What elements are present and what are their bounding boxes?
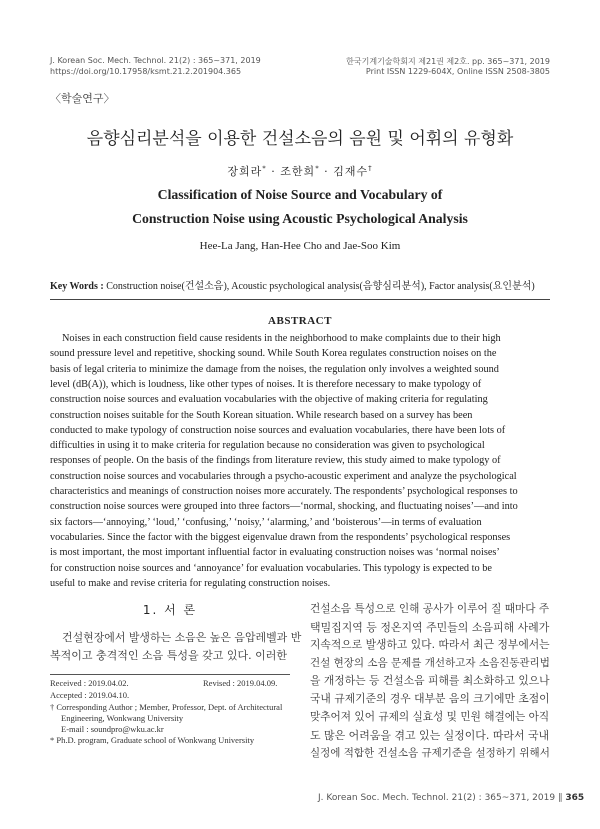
author-email[interactable]: E-mail : soundpro@wku.ac.kr [61,724,164,734]
abstract-line: basis of legal criteria to minimize the damage from the noises, the regulation only involves a weighted sound [50,363,499,375]
divider [50,299,550,300]
abstract-line: for construction noise sources and ‘annoyance’ for evaluation vocabularies. This typology is expected to be [50,562,492,574]
abstract-line: conducted to make typology of construction noise sources and evaluation vocabularies, there have been lots of [50,424,506,436]
author-mark: * [262,164,267,173]
corresponding-author: † Corresponding Author ; Member, Professor, Dept. of Architectural [50,702,283,712]
authors-kr [0,163,600,179]
abstract-heading: ABSTRACT [268,315,332,327]
author-separator: · [266,165,281,178]
body-line: 지속적으로 발생하고 있다. 따라서 최근 정부에서는 [310,638,550,651]
revised-date: Revised : 2019.04.09. [203,678,278,688]
paper-title-kr: 음향심리분석을 이용한 건설소음의 음원 및 어휘의 유형화 [86,129,514,149]
issn-line: Print ISSN 1229-604X, Online ISSN 2508-3805 [365,67,550,76]
paper-title-en-line1: Classification of Noise Source and Vocabulary of [157,187,443,202]
abstract-line: useful to make and revise criteria for regulating construction noises. [50,577,331,589]
article-category: 〈학술연구〉 [50,92,115,105]
body-line: 국내 규제기준의 경우 대부분 음의 크기에만 초점이 [310,692,550,705]
abstract-line: construction noise sources and evaluation vocabularies with the objective of making criteria for regulating [50,394,488,406]
keywords-label: Key Words : [50,281,104,292]
journal-citation: J. Korean Soc. Mech. Technol. 21(2) : 365~371, 2019 [50,56,261,65]
author-name: 조한희 [280,165,316,178]
keywords [50,277,535,292]
received-date: Received : 2019.04.02. [50,678,129,688]
abstract-line: difficulties in using it to make criteria for regulation because no consideration was given to psychological [50,440,485,452]
abstract-line: is most important, the most important influential factor in evaluating construction noises was ‘normal noises’ [50,547,500,559]
body-line: 건설 현장의 소음 문제를 개선하고자 소음진동관리법 [310,657,550,669]
author-mark: * [315,164,320,173]
body-line: 도 많은 어려움을 겪고 있는 실정이다. 따라서 국내 [310,729,550,742]
page-footer [318,793,584,803]
body-line: 을 개정하는 등 건설소음 피해를 최소화하고 있으나 [310,674,550,687]
abstract-line: construction noises suitable for the South Korean situation. While research based on a survey has been [50,409,473,421]
corresponding-mark: † [368,164,373,173]
section-heading: 1. 서 론 [142,603,198,617]
phd-affiliation: * Ph.D. program, Graduate school of Wonkwang University [50,735,255,745]
abstract-line: six factors—‘annoying,’ ‘loud,’ ‘confusing,’ ‘noisy,’ ‘alarming,’ and ‘boisterous’—in terms of evaluation [50,516,482,528]
corresponding-affiliation: Engineering, Wonkwang University [61,713,184,723]
abstract-line: responses of people. On the basis of the findings from literature review, this study aimed to make typology of [50,455,501,467]
footnote-divider [50,674,290,675]
body-line: 건설현장에서 발생하는 소음은 높은 음압레벨과 반 [62,631,302,644]
author-name: 장희라 [227,165,263,178]
doi-link[interactable]: https://doi.org/10.17958/ksmt.21.2.201904.365 [50,67,242,76]
footer-citation: J. Korean Soc. Mech. Technol. 21(2) : 365~371, 2019 ∥ [318,793,566,803]
abstract-line: Noises in each construction field cause residents in the neighborhood to make complaints due to their high [62,333,501,344]
accepted-date: Accepted : 2019.04.10. [50,690,130,700]
body-line: 복적이고 충격적인 소음 특성을 갖고 있다. 이러한 [50,649,287,662]
abstract-line: construction noise sources were grouped into three factors—‘normal, shocking, and fluctuating noises’—and into [50,501,518,513]
abstract-line: construction noise sources and vocabularies through a psycho-acoustic experiment and analyze the psychological [50,470,517,482]
body-line: 택밀집지역 등 정온지역 주민들의 소음피해 사례가 [310,621,550,634]
author-name: 김재수 [333,165,369,178]
author-separator: · [319,165,334,178]
abstract-line: level (dB(A)), which is loudness, like other types of noises. It is therefore necessary to make typology of [50,378,482,390]
body-line: 맞추어져 있어 규제의 실효성 및 민원 해결에는 아직 [310,710,550,723]
authors-en: Hee-La Jang, Han-Hee Cho and Jae-Soo Kim [199,240,401,252]
page-number: 365 [565,793,585,803]
body-line: 건설소음 특성으로 인해 공사가 이루어 질 때마다 주 [310,602,550,615]
body-line: 실정에 적합한 건설소음 규제기준을 설정하기 위해서 [310,747,550,759]
abstract-line: characteristics and meanings of construction noises more accurately. The respondents’ psychological responses to [50,486,518,497]
abstract-line: sound pressure level and repetitive, shocking sound. While South Korea regulates construction noises on the [50,348,497,360]
journal-citation-kr: 한국기계기술학회지 제21권 제2호. pp. 365~371, 2019 [346,57,550,66]
abstract-line: vocabularies. Since the factor with the biggest eigenvalue drawn from the respondents’ psychological responses [50,531,511,543]
keywords-text: Construction noise(건설소음), Acoustic psychological analysis(음향심리분석), Factor analysis(요인분석) [106,281,535,292]
paper-title-en-line2: Construction Noise using Acoustic Psychological Analysis [132,211,468,226]
